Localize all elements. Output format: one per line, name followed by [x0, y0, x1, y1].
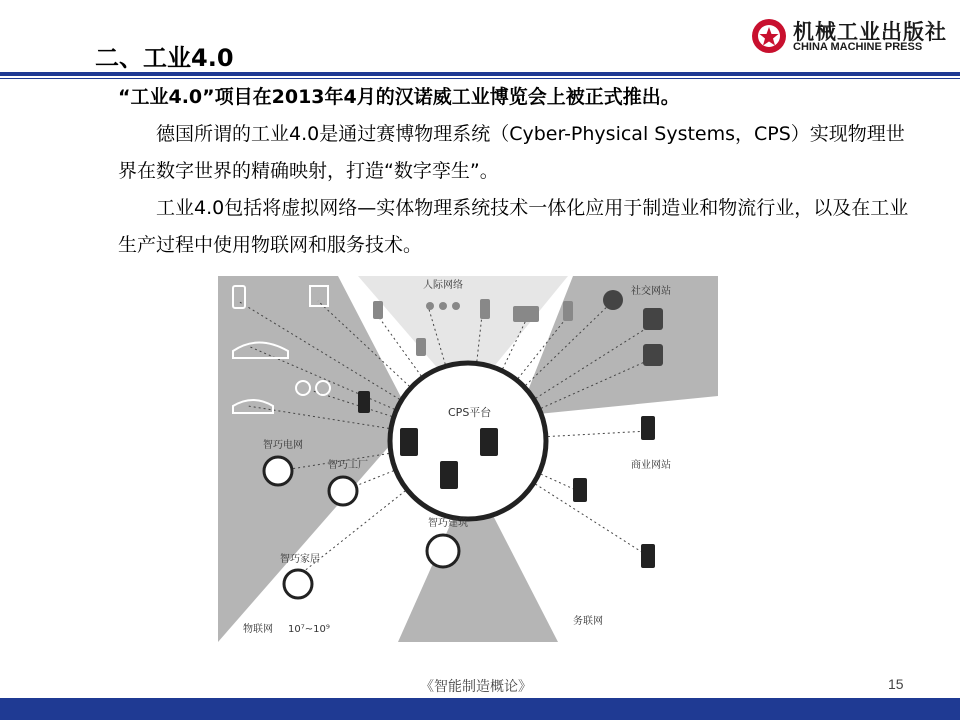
headline: “工业4.0”项目在2013年4月的汉诺威工业博览会上被正式推出。	[118, 86, 680, 108]
label-iot: 物联网	[243, 624, 273, 635]
slide-title: 二、工业4.0	[95, 44, 234, 72]
paragraph-2	[118, 190, 918, 264]
header-rule-thin	[0, 78, 960, 79]
label-smart-home: 智巧家居	[280, 554, 320, 565]
cps-platform-label: CPS平台	[448, 406, 492, 419]
footer-bar	[0, 698, 960, 720]
label-smart-grid: 智巧电网	[263, 440, 303, 451]
footer-book-title: 《智能制造概论》	[420, 679, 532, 695]
paragraph-1	[118, 116, 918, 190]
label-service-net: 务联网	[573, 616, 603, 627]
page-number: 15	[888, 676, 904, 692]
label-smart-factory: 智巧工厂	[328, 460, 368, 471]
paragraph-1-text: 德国所谓的工业4.0是通过赛博物理系统（Cyber-Physical Systems，CPS）实现物理世界在数字世界的精确映射，打造“数字孪生”。	[118, 123, 905, 182]
publisher-name-en: CHINA MACHINE PRESS	[793, 41, 923, 53]
publisher-name-cn: 机械工业出版社	[793, 20, 947, 44]
label-business-sites: 商业网站	[631, 460, 671, 471]
publisher-logo	[750, 16, 955, 56]
paragraph-2-text: 工业4.0包括将虚拟网络—实体物理系统技术一体化应用于制造业和物流行业，以及在工业生产过程中使用物联网和服务技术。	[118, 197, 909, 256]
label-smart-building: 智巧建筑	[428, 518, 468, 529]
label-iot-range: 10⁷~10⁹	[288, 624, 330, 635]
publisher-emblem-icon	[750, 17, 788, 55]
cps-diagram	[218, 276, 718, 642]
label-social-sites: 社交网站	[631, 286, 671, 297]
header-rule	[0, 72, 960, 76]
label-social-network: 人际网络	[423, 280, 463, 291]
